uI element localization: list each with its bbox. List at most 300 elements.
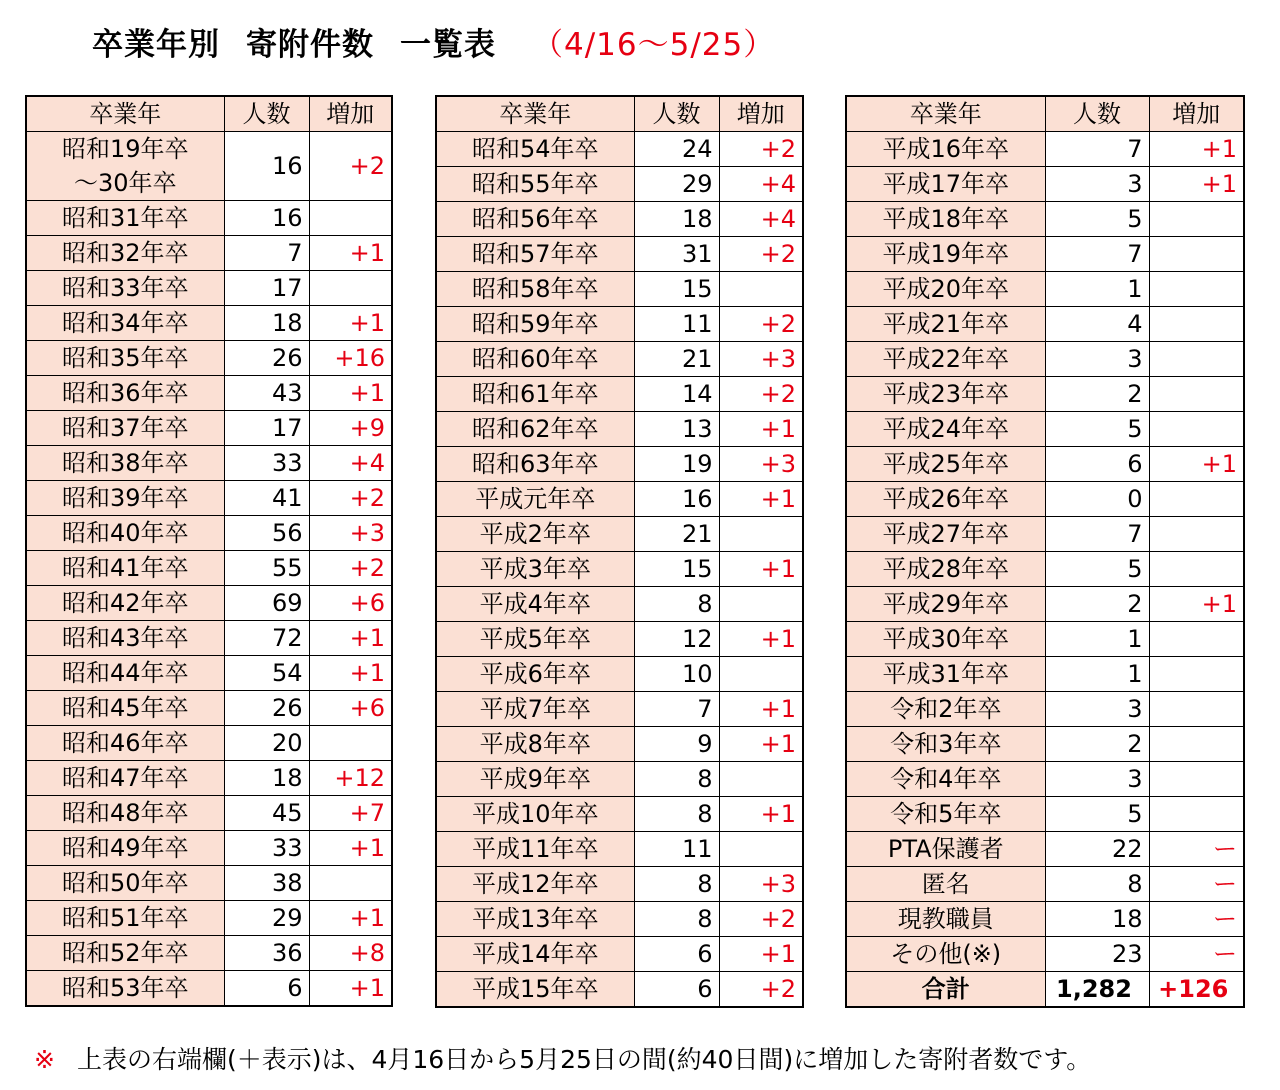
increase-cell: +1: [719, 482, 803, 517]
table-row: [436, 342, 803, 377]
donation-table-1: [25, 95, 393, 1007]
table-row: [436, 552, 803, 587]
increase-cell: +6: [309, 691, 392, 726]
increase-cell: +1: [719, 797, 803, 832]
count-cell: 15: [634, 552, 719, 587]
table-row: [846, 132, 1244, 167]
year-cell: 昭和62年卒: [436, 412, 634, 447]
year-cell: 昭和39年卒: [26, 481, 224, 516]
count-cell: 18: [1045, 902, 1149, 937]
count-cell: 7: [1045, 237, 1149, 272]
increase-cell: +4: [719, 167, 803, 202]
increase-cell: +1: [1149, 587, 1244, 622]
year-cell: 昭和63年卒: [436, 447, 634, 482]
year-cell: 平成15年卒: [436, 972, 634, 1008]
count-cell: 2: [1045, 727, 1149, 762]
table-row: [846, 272, 1244, 307]
year-cell: 令和4年卒: [846, 762, 1045, 797]
table-row: [436, 237, 803, 272]
year-cell: 平成2年卒: [436, 517, 634, 552]
donation-table-3: [845, 95, 1245, 1008]
footnote: [34, 1040, 1091, 1080]
table-row: [26, 516, 392, 551]
increase-cell: +2: [309, 481, 392, 516]
increase-cell: +4: [309, 446, 392, 481]
table-row: [846, 867, 1244, 902]
count-cell: 21: [634, 342, 719, 377]
increase-cell: ー: [1149, 937, 1244, 972]
table-row: [846, 832, 1244, 867]
count-cell: 8: [1045, 867, 1149, 902]
count-cell: 69: [224, 586, 309, 621]
increase-cell: +3: [719, 447, 803, 482]
increase-cell: +6: [309, 586, 392, 621]
increase-cell: [309, 726, 392, 761]
table-row: [436, 167, 803, 202]
count-cell: 6: [634, 972, 719, 1008]
table-row: [26, 726, 392, 761]
increase-cell: [1149, 202, 1244, 237]
increase-cell: +7: [309, 796, 392, 831]
table-row: [846, 237, 1244, 272]
increase-cell: +1: [309, 236, 392, 271]
increase-cell: [719, 272, 803, 307]
increase-cell: +2: [719, 307, 803, 342]
increase-cell: ー: [1149, 832, 1244, 867]
header-count: 人数: [634, 96, 719, 132]
table-row: [846, 377, 1244, 412]
table-row: [846, 902, 1244, 937]
increase-cell: +1: [309, 831, 392, 866]
count-cell: 33: [224, 446, 309, 481]
year-cell: その他(※): [846, 937, 1045, 972]
count-cell: 55: [224, 551, 309, 586]
table-row: [26, 236, 392, 271]
year-cell: [26, 132, 224, 201]
increase-cell: [309, 201, 392, 236]
year-cell: 合計: [846, 972, 1045, 1008]
table-row: [26, 656, 392, 691]
year-cell: 平成8年卒: [436, 727, 634, 762]
year-cell: 昭和49年卒: [26, 831, 224, 866]
increase-cell: [719, 832, 803, 867]
count-cell: 6: [1045, 447, 1149, 482]
count-cell: 17: [224, 411, 309, 446]
table-row: [26, 306, 392, 341]
count-cell: 5: [1045, 202, 1149, 237]
count-cell: 24: [634, 132, 719, 167]
year-cell: 昭和40年卒: [26, 516, 224, 551]
year-cell: 匿名: [846, 867, 1045, 902]
year-cell: 昭和61年卒: [436, 377, 634, 412]
table-row: [846, 762, 1244, 797]
year-cell: 平成19年卒: [846, 237, 1045, 272]
count-cell: 2: [1045, 587, 1149, 622]
increase-cell: +3: [719, 342, 803, 377]
year-cell: 平成7年卒: [436, 692, 634, 727]
page-title: [92, 20, 775, 70]
year-cell: PTA保護者: [846, 832, 1045, 867]
count-cell: 45: [224, 796, 309, 831]
year-cell: 平成17年卒: [846, 167, 1045, 202]
year-cell: 平成18年卒: [846, 202, 1045, 237]
header-count: 人数: [1045, 96, 1149, 132]
count-cell: 14: [634, 377, 719, 412]
count-cell: 7: [1045, 517, 1149, 552]
increase-cell: [1149, 412, 1244, 447]
year-cell: 昭和31年卒: [26, 201, 224, 236]
table-row: [846, 797, 1244, 832]
year-cell: 平成9年卒: [436, 762, 634, 797]
year-cell: 平成26年卒: [846, 482, 1045, 517]
title-main-1: 卒業年別: [92, 27, 220, 63]
count-cell: 5: [1045, 412, 1149, 447]
year-cell: 平成27年卒: [846, 517, 1045, 552]
increase-cell: [1149, 237, 1244, 272]
year-cell: 平成24年卒: [846, 412, 1045, 447]
count-cell: 6: [224, 971, 309, 1007]
increase-cell: ー: [1149, 867, 1244, 902]
table-row: [846, 727, 1244, 762]
count-cell: 23: [1045, 937, 1149, 972]
year-cell: 平成25年卒: [846, 447, 1045, 482]
year-line-1: 昭和19年卒: [61, 135, 189, 163]
table-row: [26, 936, 392, 971]
count-cell: 31: [634, 237, 719, 272]
table-row: [26, 796, 392, 831]
year-cell: 昭和57年卒: [436, 237, 634, 272]
header-increase: 増加: [309, 96, 392, 132]
table-row: [26, 691, 392, 726]
count-cell: 26: [224, 691, 309, 726]
increase-cell: +9: [309, 411, 392, 446]
increase-cell: ー: [1149, 902, 1244, 937]
year-cell: 昭和38年卒: [26, 446, 224, 481]
year-cell: 昭和45年卒: [26, 691, 224, 726]
increase-cell: [1149, 692, 1244, 727]
year-cell: 昭和33年卒: [26, 271, 224, 306]
table-header-row: [26, 96, 392, 132]
table-row: [846, 342, 1244, 377]
table-row: [436, 692, 803, 727]
title-main-2: 寄附件数: [246, 27, 374, 63]
header-count: 人数: [224, 96, 309, 132]
table-row: [436, 797, 803, 832]
count-cell: 18: [224, 306, 309, 341]
table-row: [26, 901, 392, 936]
count-cell: 8: [634, 867, 719, 902]
increase-cell: +1: [1149, 167, 1244, 202]
table-row: [26, 201, 392, 236]
increase-cell: [309, 271, 392, 306]
table-row: [26, 866, 392, 901]
increase-cell: [1149, 342, 1244, 377]
increase-cell: [1149, 377, 1244, 412]
count-cell: 2: [1045, 377, 1149, 412]
count-cell: 3: [1045, 167, 1149, 202]
year-cell: 平成5年卒: [436, 622, 634, 657]
year-cell: 昭和51年卒: [26, 901, 224, 936]
year-cell: 現教職員: [846, 902, 1045, 937]
year-cell: 昭和54年卒: [436, 132, 634, 167]
increase-cell: +2: [719, 237, 803, 272]
footnote-mark: ※: [34, 1045, 55, 1074]
year-cell: 平成10年卒: [436, 797, 634, 832]
year-cell: 昭和48年卒: [26, 796, 224, 831]
count-cell: 43: [224, 376, 309, 411]
total-row: [846, 972, 1244, 1008]
year-cell: 平成29年卒: [846, 587, 1045, 622]
count-cell: 19: [634, 447, 719, 482]
count-cell: 7: [1045, 132, 1149, 167]
table-row: [436, 482, 803, 517]
table-header-row: [846, 96, 1244, 132]
year-cell: 平成20年卒: [846, 272, 1045, 307]
count-cell: 29: [224, 901, 309, 936]
table-row: [26, 971, 392, 1007]
table-row: [436, 447, 803, 482]
header-increase: 増加: [1149, 96, 1244, 132]
increase-cell: [719, 517, 803, 552]
increase-cell: +1: [309, 971, 392, 1007]
year-cell: 昭和35年卒: [26, 341, 224, 376]
count-cell: 1: [1045, 622, 1149, 657]
year-cell: 平成11年卒: [436, 832, 634, 867]
table-row: [26, 481, 392, 516]
footnote-text: 上表の右端欄(＋表示)は、4月16日から5月25日の間(約40日間)に増加した寄附者数です。: [76, 1045, 1092, 1074]
table-row: [846, 517, 1244, 552]
year-cell: 平成30年卒: [846, 622, 1045, 657]
table-row: [846, 587, 1244, 622]
increase-cell: +1: [309, 621, 392, 656]
header-increase: 増加: [719, 96, 803, 132]
count-cell: 18: [634, 202, 719, 237]
increase-cell: [719, 587, 803, 622]
increase-cell: [1149, 482, 1244, 517]
count-cell: 16: [224, 132, 309, 201]
table-row: [436, 517, 803, 552]
year-cell: 昭和56年卒: [436, 202, 634, 237]
year-cell: 平成12年卒: [436, 867, 634, 902]
year-cell: 昭和59年卒: [436, 307, 634, 342]
year-cell: 令和3年卒: [846, 727, 1045, 762]
increase-cell: +12: [309, 761, 392, 796]
table-row: [436, 202, 803, 237]
table-row: [436, 867, 803, 902]
count-cell: 5: [1045, 797, 1149, 832]
count-cell: 22: [1045, 832, 1149, 867]
count-cell: 15: [634, 272, 719, 307]
year-cell: 平成4年卒: [436, 587, 634, 622]
count-cell: 0: [1045, 482, 1149, 517]
table-row: [436, 902, 803, 937]
count-cell: 7: [634, 692, 719, 727]
increase-cell: +2: [309, 551, 392, 586]
increase-cell: +2: [719, 132, 803, 167]
year-cell: 昭和32年卒: [26, 236, 224, 271]
count-cell: 6: [634, 937, 719, 972]
count-cell: 12: [634, 622, 719, 657]
table-row: [26, 586, 392, 621]
count-cell: 8: [634, 762, 719, 797]
count-cell: 18: [224, 761, 309, 796]
year-cell: 昭和53年卒: [26, 971, 224, 1007]
table-row: [26, 376, 392, 411]
increase-cell: +3: [309, 516, 392, 551]
increase-cell: +2: [719, 377, 803, 412]
table-row: [846, 482, 1244, 517]
increase-cell: [719, 762, 803, 797]
count-cell: 3: [1045, 762, 1149, 797]
increase-cell: [1149, 552, 1244, 587]
count-cell: 8: [634, 797, 719, 832]
year-cell: 昭和60年卒: [436, 342, 634, 377]
table-row: [436, 657, 803, 692]
year-cell: 平成23年卒: [846, 377, 1045, 412]
year-cell: 平成22年卒: [846, 342, 1045, 377]
count-cell: 26: [224, 341, 309, 376]
table-row: [26, 621, 392, 656]
increase-cell: +8: [309, 936, 392, 971]
year-cell: 昭和50年卒: [26, 866, 224, 901]
count-cell: 21: [634, 517, 719, 552]
increase-cell: +3: [719, 867, 803, 902]
table-row: [846, 167, 1244, 202]
count-cell: 17: [224, 271, 309, 306]
header-year: 卒業年: [26, 96, 224, 132]
count-cell: 16: [634, 482, 719, 517]
year-cell: 平成28年卒: [846, 552, 1045, 587]
count-cell: 29: [634, 167, 719, 202]
year-cell: 昭和58年卒: [436, 272, 634, 307]
table-row: [846, 692, 1244, 727]
increase-cell: [1149, 307, 1244, 342]
table-row: [846, 657, 1244, 692]
count-cell: 10: [634, 657, 719, 692]
count-cell: 72: [224, 621, 309, 656]
increase-cell: [1149, 657, 1244, 692]
year-cell: 平成14年卒: [436, 937, 634, 972]
increase-cell: +2: [719, 902, 803, 937]
increase-cell: +126: [1149, 972, 1244, 1008]
year-cell: 昭和55年卒: [436, 167, 634, 202]
table-row: [846, 937, 1244, 972]
year-cell: 平成13年卒: [436, 902, 634, 937]
table-row: [846, 622, 1244, 657]
increase-cell: +1: [309, 376, 392, 411]
count-cell: 1,282: [1045, 972, 1149, 1008]
table-row: [436, 972, 803, 1008]
count-cell: 16: [224, 201, 309, 236]
increase-cell: +2: [719, 972, 803, 1008]
year-cell: 昭和52年卒: [26, 936, 224, 971]
count-cell: 3: [1045, 342, 1149, 377]
count-cell: 11: [634, 832, 719, 867]
count-cell: 41: [224, 481, 309, 516]
year-line-2: 〜30年卒: [73, 169, 177, 197]
year-cell: 昭和37年卒: [26, 411, 224, 446]
count-cell: 1: [1045, 272, 1149, 307]
table-row: [26, 132, 392, 201]
year-cell: 令和5年卒: [846, 797, 1045, 832]
year-cell: 平成元年卒: [436, 482, 634, 517]
year-cell: 昭和34年卒: [26, 306, 224, 341]
table-row: [436, 307, 803, 342]
year-cell: 昭和42年卒: [26, 586, 224, 621]
year-cell: 平成3年卒: [436, 552, 634, 587]
year-cell: 平成16年卒: [846, 132, 1045, 167]
increase-cell: +1: [719, 727, 803, 762]
increase-cell: +1: [719, 622, 803, 657]
table-row: [436, 132, 803, 167]
count-cell: 20: [224, 726, 309, 761]
year-cell: 平成21年卒: [846, 307, 1045, 342]
year-cell: 平成6年卒: [436, 657, 634, 692]
title-period: （4/16〜5/25）: [532, 27, 776, 63]
table-row: [436, 412, 803, 447]
table-row: [436, 587, 803, 622]
year-cell: 昭和36年卒: [26, 376, 224, 411]
increase-cell: [1149, 272, 1244, 307]
header-year: 卒業年: [436, 96, 634, 132]
count-cell: 9: [634, 727, 719, 762]
table-header-row: [436, 96, 803, 132]
increase-cell: [1149, 517, 1244, 552]
table-row: [846, 202, 1244, 237]
increase-cell: [1149, 622, 1244, 657]
increase-cell: +4: [719, 202, 803, 237]
increase-cell: +1: [309, 306, 392, 341]
increase-cell: [1149, 762, 1244, 797]
count-cell: 8: [634, 587, 719, 622]
increase-cell: +2: [309, 132, 392, 201]
increase-cell: [309, 866, 392, 901]
table-row: [26, 341, 392, 376]
count-cell: 38: [224, 866, 309, 901]
count-cell: 36: [224, 936, 309, 971]
increase-cell: +1: [719, 412, 803, 447]
table-row: [26, 551, 392, 586]
count-cell: 3: [1045, 692, 1149, 727]
year-cell: 令和2年卒: [846, 692, 1045, 727]
increase-cell: +1: [1149, 132, 1244, 167]
year-cell: 昭和41年卒: [26, 551, 224, 586]
count-cell: 33: [224, 831, 309, 866]
table-row: [846, 307, 1244, 342]
table-row: [26, 761, 392, 796]
count-cell: 56: [224, 516, 309, 551]
table-row: [26, 446, 392, 481]
increase-cell: [1149, 797, 1244, 832]
increase-cell: +1: [719, 692, 803, 727]
count-cell: 8: [634, 902, 719, 937]
table-row: [26, 411, 392, 446]
table-row: [846, 447, 1244, 482]
table-row: [436, 727, 803, 762]
table-row: [436, 377, 803, 412]
year-cell: 昭和43年卒: [26, 621, 224, 656]
table-row: [846, 412, 1244, 447]
increase-cell: [1149, 727, 1244, 762]
count-cell: 5: [1045, 552, 1149, 587]
increase-cell: [719, 657, 803, 692]
donation-table-2: [435, 95, 804, 1008]
increase-cell: +16: [309, 341, 392, 376]
increase-cell: +1: [309, 901, 392, 936]
table-row: [436, 832, 803, 867]
count-cell: 11: [634, 307, 719, 342]
table-row: [26, 271, 392, 306]
